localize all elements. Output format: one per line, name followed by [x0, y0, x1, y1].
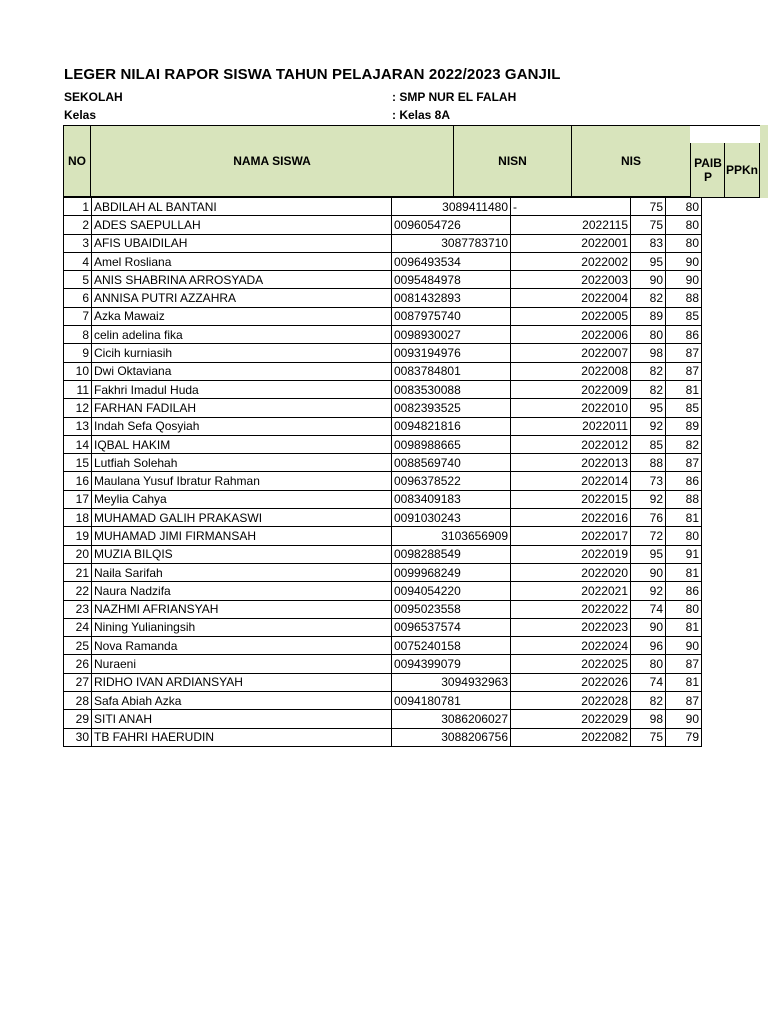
cell-paibp[interactable]: 92: [631, 417, 666, 435]
cell-ppkn[interactable]: 80: [666, 234, 702, 252]
cell-nis[interactable]: 2022023: [511, 618, 631, 636]
cell-nama-siswa[interactable]: Amel Rosliana: [92, 252, 392, 270]
cell-nama-siswa[interactable]: FARHAN FADILAH: [92, 399, 392, 417]
cell-no[interactable]: 2: [64, 216, 92, 234]
cell-nis[interactable]: 2022025: [511, 655, 631, 673]
cell-paibp[interactable]: 80: [631, 655, 666, 673]
table-row: [64, 527, 702, 545]
table-row: [64, 472, 702, 490]
table-row: [64, 710, 702, 728]
cell-nis[interactable]: 2022011: [511, 417, 631, 435]
table-row: [64, 216, 702, 234]
cell-nis[interactable]: 2022024: [511, 637, 631, 655]
cell-ppkn[interactable]: 91: [666, 545, 702, 563]
table-row: [64, 655, 702, 673]
table-row: [64, 673, 702, 691]
cell-no[interactable]: 3: [64, 234, 92, 252]
cell-ppkn[interactable]: 87: [666, 362, 702, 380]
cell-nama-siswa[interactable]: IQBAL HAKIM: [92, 435, 392, 453]
header-no[interactable]: NO: [63, 125, 91, 197]
cell-paibp[interactable]: 74: [631, 600, 666, 618]
school-info-row: [64, 90, 704, 106]
cell-ppkn[interactable]: 80: [666, 198, 702, 216]
cell-no[interactable]: 23: [64, 600, 92, 618]
cell-paibp[interactable]: 82: [631, 692, 666, 710]
cell-nis[interactable]: 2022015: [511, 490, 631, 508]
cell-ppkn[interactable]: 82: [666, 435, 702, 453]
cell-nama-siswa[interactable]: MUHAMAD GALIH PRAKASWI: [92, 509, 392, 527]
cell-nisn[interactable]: 3086206027: [392, 710, 511, 728]
cell-nisn[interactable]: 0083530088: [392, 380, 511, 398]
cell-nis[interactable]: 2022006: [511, 326, 631, 344]
cell-nisn[interactable]: 3094932963: [392, 673, 511, 691]
cell-nama-siswa[interactable]: Lutfiah Solehah: [92, 454, 392, 472]
table-row: [64, 198, 702, 216]
cell-nama-siswa[interactable]: Nuraeni: [92, 655, 392, 673]
table-row: [64, 692, 702, 710]
cell-no[interactable]: 14: [64, 435, 92, 453]
cell-ppkn[interactable]: 87: [666, 344, 702, 362]
cell-nisn[interactable]: 0096537574: [392, 618, 511, 636]
cell-nis[interactable]: 2022007: [511, 344, 631, 362]
table-row: [64, 399, 702, 417]
cell-nis[interactable]: 2022013: [511, 454, 631, 472]
cell-nama-siswa[interactable]: SITI ANAH: [92, 710, 392, 728]
cell-nis[interactable]: 2022014: [511, 472, 631, 490]
table-row: [64, 637, 702, 655]
cell-paibp[interactable]: 95: [631, 545, 666, 563]
cell-ppkn[interactable]: 90: [666, 271, 702, 289]
cell-nama-siswa[interactable]: Safa Abiah Azka: [92, 692, 392, 710]
table-row: [64, 252, 702, 270]
class-label: Kelas: [64, 108, 97, 122]
cell-nisn[interactable]: 0088569740: [392, 454, 511, 472]
cell-no[interactable]: 19: [64, 527, 92, 545]
school-value: : SMP NUR EL FALAH: [392, 90, 517, 104]
cell-nama-siswa[interactable]: NAZHMI AFRIANSYAH: [92, 600, 392, 618]
cell-nama-siswa[interactable]: Indah Sefa Qosyiah: [92, 417, 392, 435]
cell-nis[interactable]: 2022019: [511, 545, 631, 563]
cell-nis[interactable]: 2022022: [511, 600, 631, 618]
header-nama-siswa[interactable]: NAMA SISWA: [90, 125, 454, 197]
cell-nama-siswa[interactable]: Naila Sarifah: [92, 563, 392, 581]
cell-nisn[interactable]: 0075240158: [392, 637, 511, 655]
cell-nisn[interactable]: 0082393525: [392, 399, 511, 417]
cell-nis[interactable]: 2022005: [511, 307, 631, 325]
cell-paibp[interactable]: 75: [631, 216, 666, 234]
cell-nisn[interactable]: 3087783710: [392, 234, 511, 252]
table-row: [64, 289, 702, 307]
cell-ppkn[interactable]: 80: [666, 600, 702, 618]
cell-no[interactable]: 21: [64, 563, 92, 581]
cell-no[interactable]: 9: [64, 344, 92, 362]
cell-paibp[interactable]: 82: [631, 362, 666, 380]
cell-nis[interactable]: 2022003: [511, 271, 631, 289]
table-row: [64, 417, 702, 435]
cell-ppkn[interactable]: 85: [666, 399, 702, 417]
header-paibp[interactable]: PAIB P: [690, 143, 725, 198]
table-row: [64, 362, 702, 380]
cell-nis[interactable]: 2022115: [511, 216, 631, 234]
cell-paibp[interactable]: 90: [631, 563, 666, 581]
cell-ppkn[interactable]: 87: [666, 692, 702, 710]
cell-no[interactable]: 25: [64, 637, 92, 655]
cell-nama-siswa[interactable]: TB FAHRI HAERUDIN: [92, 728, 392, 746]
header-nisn[interactable]: NISN: [453, 125, 572, 197]
cell-paibp[interactable]: 98: [631, 344, 666, 362]
cell-nisn[interactable]: 0098288549: [392, 545, 511, 563]
cell-no[interactable]: 12: [64, 399, 92, 417]
class-value: : Kelas 8A: [392, 108, 451, 122]
cell-no[interactable]: 1: [64, 198, 92, 216]
cell-nisn[interactable]: 3088206756: [392, 728, 511, 746]
cell-no[interactable]: 11: [64, 380, 92, 398]
cell-ppkn[interactable]: 80: [666, 527, 702, 545]
cell-nis[interactable]: 2022029: [511, 710, 631, 728]
table-row: [64, 271, 702, 289]
cell-nisn[interactable]: 0093194976: [392, 344, 511, 362]
cell-no[interactable]: 15: [64, 454, 92, 472]
cell-ppkn[interactable]: 81: [666, 673, 702, 691]
cell-nis[interactable]: 2022008: [511, 362, 631, 380]
cell-nisn[interactable]: 0096378522: [392, 472, 511, 490]
cell-ppkn[interactable]: 90: [666, 710, 702, 728]
grade-table-body: [64, 198, 702, 747]
cell-nis[interactable]: 2022010: [511, 399, 631, 417]
page-title: LEGER NILAI RAPOR SISWA TAHUN PELAJARAN 2022/2023 GANJIL: [64, 66, 561, 83]
cell-nis[interactable]: -: [511, 198, 631, 216]
header-ppkn[interactable]: PPKn: [724, 143, 760, 198]
cell-nis[interactable]: 2022002: [511, 252, 631, 270]
cell-nisn[interactable]: 0083784801: [392, 362, 511, 380]
cell-paibp[interactable]: 95: [631, 399, 666, 417]
cell-paibp[interactable]: 92: [631, 582, 666, 600]
grade-table: [63, 197, 702, 747]
class-info-row: [64, 108, 704, 124]
table-row: [64, 454, 702, 472]
table-row: [64, 490, 702, 508]
cell-no[interactable]: 20: [64, 545, 92, 563]
cell-nisn[interactable]: 0099968249: [392, 563, 511, 581]
cell-nisn[interactable]: 0095484978: [392, 271, 511, 289]
cell-paibp[interactable]: 88: [631, 454, 666, 472]
cell-nis[interactable]: 2022017: [511, 527, 631, 545]
cell-nama-siswa[interactable]: ABDILAH AL BANTANI: [92, 198, 392, 216]
table-row: [64, 234, 702, 252]
cell-nama-siswa[interactable]: Dwi Oktaviana: [92, 362, 392, 380]
cell-paibp[interactable]: 75: [631, 198, 666, 216]
cell-nama-siswa[interactable]: Cicih kurniasih: [92, 344, 392, 362]
cell-nisn[interactable]: 0096054726: [392, 216, 511, 234]
cell-paibp[interactable]: 80: [631, 326, 666, 344]
cell-no[interactable]: 16: [64, 472, 92, 490]
cell-ppkn[interactable]: 90: [666, 637, 702, 655]
cell-paibp[interactable]: 82: [631, 289, 666, 307]
cell-nisn[interactable]: 0094399079: [392, 655, 511, 673]
cell-nama-siswa[interactable]: ANIS SHABRINA ARROSYADA: [92, 271, 392, 289]
cell-nama-siswa[interactable]: Naura Nadzifa: [92, 582, 392, 600]
cell-ppkn[interactable]: 80: [666, 216, 702, 234]
cell-nama-siswa[interactable]: ADES SAEPULLAH: [92, 216, 392, 234]
cell-ppkn[interactable]: 79: [666, 728, 702, 746]
cell-no[interactable]: 24: [64, 618, 92, 636]
cell-no[interactable]: 8: [64, 326, 92, 344]
cell-nisn[interactable]: 0094054220: [392, 582, 511, 600]
cell-ppkn[interactable]: 88: [666, 490, 702, 508]
table-row: [64, 563, 702, 581]
table-row: [64, 326, 702, 344]
cell-no[interactable]: 27: [64, 673, 92, 691]
cell-ppkn[interactable]: 87: [666, 454, 702, 472]
cell-no[interactable]: 18: [64, 509, 92, 527]
cell-ppkn[interactable]: 88: [666, 289, 702, 307]
cell-no[interactable]: 26: [64, 655, 92, 673]
cell-paibp[interactable]: 76: [631, 509, 666, 527]
cell-nama-siswa[interactable]: Maulana Yusuf Ibratur Rahman: [92, 472, 392, 490]
cell-nisn[interactable]: 0091030243: [392, 509, 511, 527]
cell-ppkn[interactable]: 81: [666, 509, 702, 527]
cell-ppkn[interactable]: 81: [666, 563, 702, 581]
cell-paibp[interactable]: 83: [631, 234, 666, 252]
cell-nis[interactable]: 2022004: [511, 289, 631, 307]
cell-nis[interactable]: 2022026: [511, 673, 631, 691]
table-row: [64, 728, 702, 746]
cell-no[interactable]: 10: [64, 362, 92, 380]
cell-nama-siswa[interactable]: Nova Ramanda: [92, 637, 392, 655]
cell-nisn[interactable]: 0098930027: [392, 326, 511, 344]
cell-paibp[interactable]: 74: [631, 673, 666, 691]
cell-nis[interactable]: 2022021: [511, 582, 631, 600]
cell-nama-siswa[interactable]: Fakhri Imadul Huda: [92, 380, 392, 398]
cell-nis[interactable]: 2022028: [511, 692, 631, 710]
header-nis[interactable]: NIS: [571, 125, 691, 197]
cell-paibp[interactable]: 89: [631, 307, 666, 325]
cell-ppkn[interactable]: 85: [666, 307, 702, 325]
cell-paibp[interactable]: 92: [631, 490, 666, 508]
cell-nama-siswa[interactable]: Nining Yulianingsih: [92, 618, 392, 636]
table-row: [64, 509, 702, 527]
cell-paibp[interactable]: 90: [631, 618, 666, 636]
school-label: SEKOLAH: [64, 90, 123, 104]
cell-nisn[interactable]: 0081432893: [392, 289, 511, 307]
cell-no[interactable]: 7: [64, 307, 92, 325]
cell-no[interactable]: 22: [64, 582, 92, 600]
cell-nisn[interactable]: 0087975740: [392, 307, 511, 325]
cell-no[interactable]: 5: [64, 271, 92, 289]
cell-ppkn[interactable]: 86: [666, 472, 702, 490]
cell-nama-siswa[interactable]: ANNISA PUTRI AZZAHRA: [92, 289, 392, 307]
cell-no[interactable]: 28: [64, 692, 92, 710]
cell-paibp[interactable]: 72: [631, 527, 666, 545]
cell-no[interactable]: 4: [64, 252, 92, 270]
cell-no[interactable]: 29: [64, 710, 92, 728]
cell-nama-siswa[interactable]: Meylia Cahya: [92, 490, 392, 508]
cell-no[interactable]: 13: [64, 417, 92, 435]
cell-nama-siswa[interactable]: MUZIA BILQIS: [92, 545, 392, 563]
cell-ppkn[interactable]: 86: [666, 582, 702, 600]
cell-nisn[interactable]: 3103656909: [392, 527, 511, 545]
cell-paibp[interactable]: 73: [631, 472, 666, 490]
cell-nis[interactable]: 2022001: [511, 234, 631, 252]
cell-nis[interactable]: 2022012: [511, 435, 631, 453]
table-row: [64, 435, 702, 453]
table-row: [64, 618, 702, 636]
table-row: [64, 582, 702, 600]
cell-nisn[interactable]: 0094821816: [392, 417, 511, 435]
cell-nama-siswa[interactable]: celin adelina fika: [92, 326, 392, 344]
cell-paibp[interactable]: 90: [631, 271, 666, 289]
header-subjects: [690, 125, 768, 198]
cell-ppkn[interactable]: 87: [666, 655, 702, 673]
cell-paibp[interactable]: 82: [631, 380, 666, 398]
cell-no[interactable]: 17: [64, 490, 92, 508]
cell-nisn[interactable]: 0094180781: [392, 692, 511, 710]
cell-nis[interactable]: 2022082: [511, 728, 631, 746]
cell-nisn[interactable]: 0096493534: [392, 252, 511, 270]
cell-ppkn[interactable]: 90: [666, 252, 702, 270]
table-row: [64, 380, 702, 398]
cell-no[interactable]: 6: [64, 289, 92, 307]
cell-nis[interactable]: 2022016: [511, 509, 631, 527]
table-row: [64, 545, 702, 563]
cell-paibp[interactable]: 98: [631, 710, 666, 728]
table-row: [64, 344, 702, 362]
table-row: [64, 600, 702, 618]
cell-paibp[interactable]: 96: [631, 637, 666, 655]
header-subject-group-cell: [690, 125, 760, 143]
cell-nisn[interactable]: 0083409183: [392, 490, 511, 508]
cell-nis[interactable]: 2022009: [511, 380, 631, 398]
cell-paibp[interactable]: 75: [631, 728, 666, 746]
cell-nisn[interactable]: 3089411480: [392, 198, 511, 216]
cell-paibp[interactable]: 95: [631, 252, 666, 270]
table-row: [64, 307, 702, 325]
cell-ppkn[interactable]: 81: [666, 380, 702, 398]
cell-ppkn[interactable]: 86: [666, 326, 702, 344]
cell-nama-siswa[interactable]: MUHAMAD JIMI FIRMANSAH: [92, 527, 392, 545]
cell-nama-siswa[interactable]: RIDHO IVAN ARDIANSYAH: [92, 673, 392, 691]
cell-nama-siswa[interactable]: Azka Mawaiz: [92, 307, 392, 325]
cell-nama-siswa[interactable]: AFIS UBAIDILAH: [92, 234, 392, 252]
cell-ppkn[interactable]: 89: [666, 417, 702, 435]
cell-nis[interactable]: 2022020: [511, 563, 631, 581]
cell-ppkn[interactable]: 81: [666, 618, 702, 636]
cell-nisn[interactable]: 0098988665: [392, 435, 511, 453]
cell-no[interactable]: 30: [64, 728, 92, 746]
cell-paibp[interactable]: 85: [631, 435, 666, 453]
cell-nisn[interactable]: 0095023558: [392, 600, 511, 618]
